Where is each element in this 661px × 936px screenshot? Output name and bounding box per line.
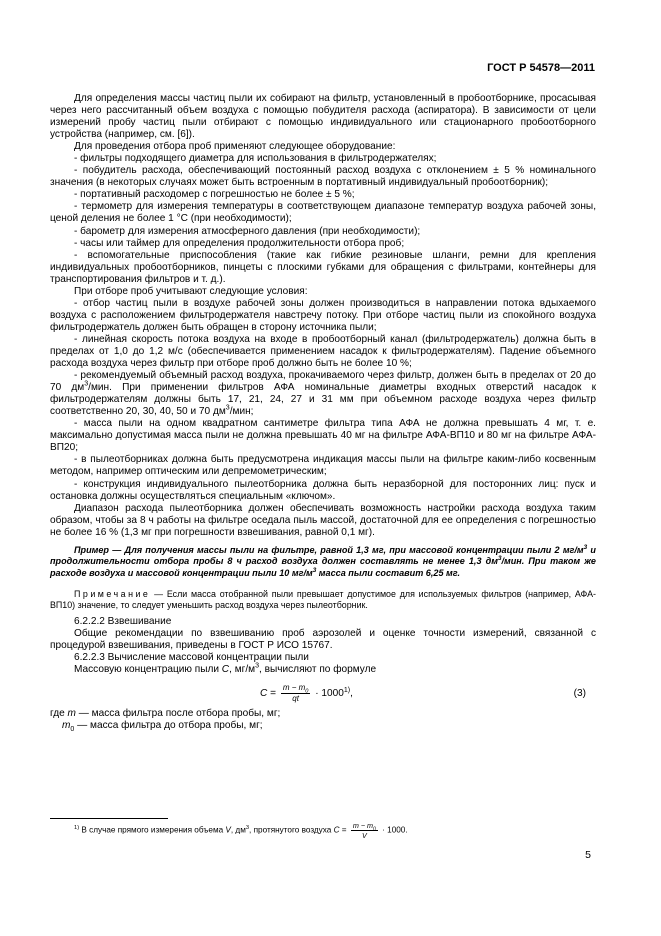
- list-item: - термометр для измерения температуры в соответствующем диапазоне температур воздуха рабочей зоны, ценой деления не более 1 °С (при необходимости);: [50, 201, 596, 225]
- formula-number: (3): [573, 687, 586, 699]
- formula-lhs: С: [260, 688, 268, 700]
- example-block: [50, 545, 596, 580]
- formula-fraction: [281, 683, 311, 704]
- paragraph: Общие рекомендации по взвешиванию проб аэрозолей и оценке точности измерений, связанной с процедурой взвешивания, приведены в ГОСТ Р ИСО 15767.: [50, 627, 596, 651]
- text-run: =: [339, 825, 349, 835]
- list-item: - барометр для измерения атмосферного давления (при необходимости);: [74, 225, 421, 237]
- list-item: - отбор частиц пыли в воздухе рабочей зоны должен производиться в направлении потока вдыхаемого воздуха с расположением фильтродержателя навстречу потоку. При отборе частиц пыли из спокойного воздуха фильтродержатель должен быть обращен в сторону источника пыли;: [50, 297, 596, 333]
- superscript: 3: [245, 824, 250, 831]
- text-run: В случае прямого измерения объема: [79, 825, 226, 835]
- superscript: 3: [255, 662, 260, 670]
- superscript: 3: [497, 555, 502, 563]
- text-run: , протянутого воздуха: [249, 825, 334, 835]
- list-item: - вспомогательные приспособления (такие как гибкие резиновые шланги, ремни для крепления индивидуальных пробоотборников, пинцеты с плоскими губками для обращения с фильтрами, контейнеры для транспортирования фильтров и т. д.).: [50, 249, 596, 285]
- variable: С: [221, 663, 230, 675]
- text-run: , вычисляют по формуле: [259, 663, 377, 675]
- subscript: 0: [305, 688, 309, 695]
- list-item: - часы или таймер для определения продолжительности отбора проб;: [74, 237, 405, 249]
- list-item: - в пылеотборниках должна быть предусмотрена индикация массы пыли на фильтре каким-либо косвенным методом, например оптическим или депремометрическим;: [50, 454, 596, 478]
- page-body: [50, 93, 596, 732]
- footnote-fraction: [351, 821, 378, 840]
- footnote-ref: 1): [343, 686, 351, 694]
- variable: V: [225, 825, 231, 835]
- text-run: Массовую концентрацию пыли: [74, 663, 222, 675]
- text-run: , мг/м: [229, 663, 256, 675]
- list-item: - масса пыли на одном квадратном сантиметре фильтра типа АФА не должна превышать 4 мг, т. е. максимально допустимая масса пыли не должна превышать 40 мг на фильтре АФА-ВП10 и 80 мг на фильтре АФА-ВП20;: [50, 418, 596, 454]
- section-heading: 6.2.2.2 Взвешивание: [74, 615, 172, 627]
- note-label: Примечание: [74, 588, 151, 599]
- superscript: 3: [84, 380, 89, 388]
- list-item: - фильтры подходящего диаметра для использования в фильтродержателях;: [74, 153, 437, 165]
- paragraph: Для определения массы частиц пыли их собирают на фильтр, установленный в пробоотборнике, просасывая через него рассчитанный объем воздуха с помощью побудителя расхода (аспиратора). В зависимости от цели измерений пробу частиц пыли отбирают с помощью индивидуального или стационарного пробоотборного устройства (например, см. [6]).: [50, 93, 596, 141]
- text-run: /мин. При таком же расходе воздуха и массовой концентрации пыли 10 мг/м: [50, 556, 596, 578]
- paragraph: [50, 664, 596, 676]
- def-symbol: m: [67, 707, 76, 719]
- def-text: — масса фильтра до отбора пробы, мг;: [74, 719, 263, 731]
- footnote-divider: [50, 818, 168, 819]
- superscript: 3: [583, 543, 588, 551]
- footnote-mark: 1): [74, 824, 80, 831]
- text-run: /мин;: [229, 406, 254, 418]
- def-text: — масса фильтра после отбора пробы, мг;: [75, 707, 281, 719]
- fraction-denominator: V: [361, 831, 367, 840]
- formula-eq: =: [267, 688, 279, 700]
- fraction-denominator: qt: [292, 693, 299, 703]
- numerator-text: m − m: [352, 821, 374, 830]
- subscript: 0: [373, 826, 376, 833]
- text-run: · 1000.: [379, 825, 408, 835]
- superscript: 3: [312, 566, 317, 574]
- paragraph: При отборе проб учитывают следующие условия:: [74, 285, 308, 297]
- text-run: , дм: [230, 825, 246, 835]
- formula-tail: ,: [350, 688, 353, 700]
- note-block: [50, 589, 596, 612]
- text-run: - рекомендуемый объемный расход воздуха, прокачиваемого через фильтр, должен быть в пределах от 20 до 70 дм: [50, 370, 596, 394]
- section-heading: 6.2.2.3 Вычисление массовой концентрации пыли: [74, 651, 309, 663]
- variable: С: [333, 825, 340, 835]
- superscript: 3: [225, 404, 230, 412]
- paragraph: Диапазон расхода пылеотборника должен обеспечивать возможность настройки расхода воздуха таким образом, чтобы за 8 ч работы на фильтре оседала пыль массой, достаточной для ее определения с погрешностью не более 16 % (1,3 мг при погрешности взвешивания, равной 0,1 мг).: [50, 502, 596, 538]
- def-where: где: [50, 707, 68, 719]
- list-item: - линейная скорость потока воздуха на входе в пробоотборный канал (фильтродержатель) должна быть в пределах от 1,0 до 1,2 м/с (обеспечивается применением насадок к фильтродержателям). Падение объемного расхода воздуха через фильтр при отборе проб должно быть не более 10 %;: [50, 333, 596, 370]
- def-symbol: m: [62, 719, 71, 731]
- definitions: [50, 708, 596, 732]
- subscript: 0: [70, 726, 75, 733]
- text-run: масса пыли составит 6,25 мг.: [316, 567, 461, 578]
- text-run: Пример — Для получения массы пыли на фильтре, равной 1,3 мг, при массовой концентрации пыли 2 мг/м: [74, 544, 584, 555]
- note-text: — Если масса отобранной пыли превышает допустимое для используемых фильтров (например, АФА-ВП10) значение, то следует уменьшить расход воздуха через пылеотборник.: [50, 588, 596, 611]
- list-item: - конструкция индивидуального пылеотборника должна быть неразборной для посторонних лиц: пуск и остановка должны осуществляться специальным «ключом».: [50, 478, 596, 502]
- fraction-numerator: [281, 683, 311, 694]
- text-run: /мин. При применении фильтров АФА номинальные диаметры входных отверстий насадок к фильтродержателям должны быть 17, 21, 24, 27 и 31 мм при объемном расходе воздуха через фильтр соответственно 20, 30, 40, 50 и 70 дм: [50, 382, 596, 418]
- numerator-text: m − m: [282, 682, 306, 692]
- footnote: [74, 821, 408, 840]
- list-item: - портативный расходомер с погрешностью не более ± 5 %;: [74, 189, 355, 201]
- definition-item: [62, 720, 596, 732]
- paragraph: Для проведения отбора проб применяют следующее оборудование:: [74, 141, 396, 153]
- document-code-header: ГОСТ Р 54578—2011: [487, 62, 595, 74]
- definition-item: [50, 708, 596, 720]
- list-item: - побудитель расхода, обеспечивающий постоянный расход воздуха с отклонением ± 5 % номинального значения (в некоторых случаях может быть встроенным в портативный индивидуальный пробоотборник);: [50, 165, 596, 189]
- list-item-flow-rate: [50, 370, 596, 418]
- text-run: и продолжительности отбора пробы 8 ч расход воздуха должен составлять не менее 1,3 дм: [50, 544, 596, 567]
- formula-mult: · 1000: [312, 688, 344, 700]
- formula-block: [50, 678, 596, 708]
- fraction-numerator: [351, 821, 378, 831]
- formula-expression: [260, 683, 353, 704]
- page-number: 5: [585, 849, 591, 861]
